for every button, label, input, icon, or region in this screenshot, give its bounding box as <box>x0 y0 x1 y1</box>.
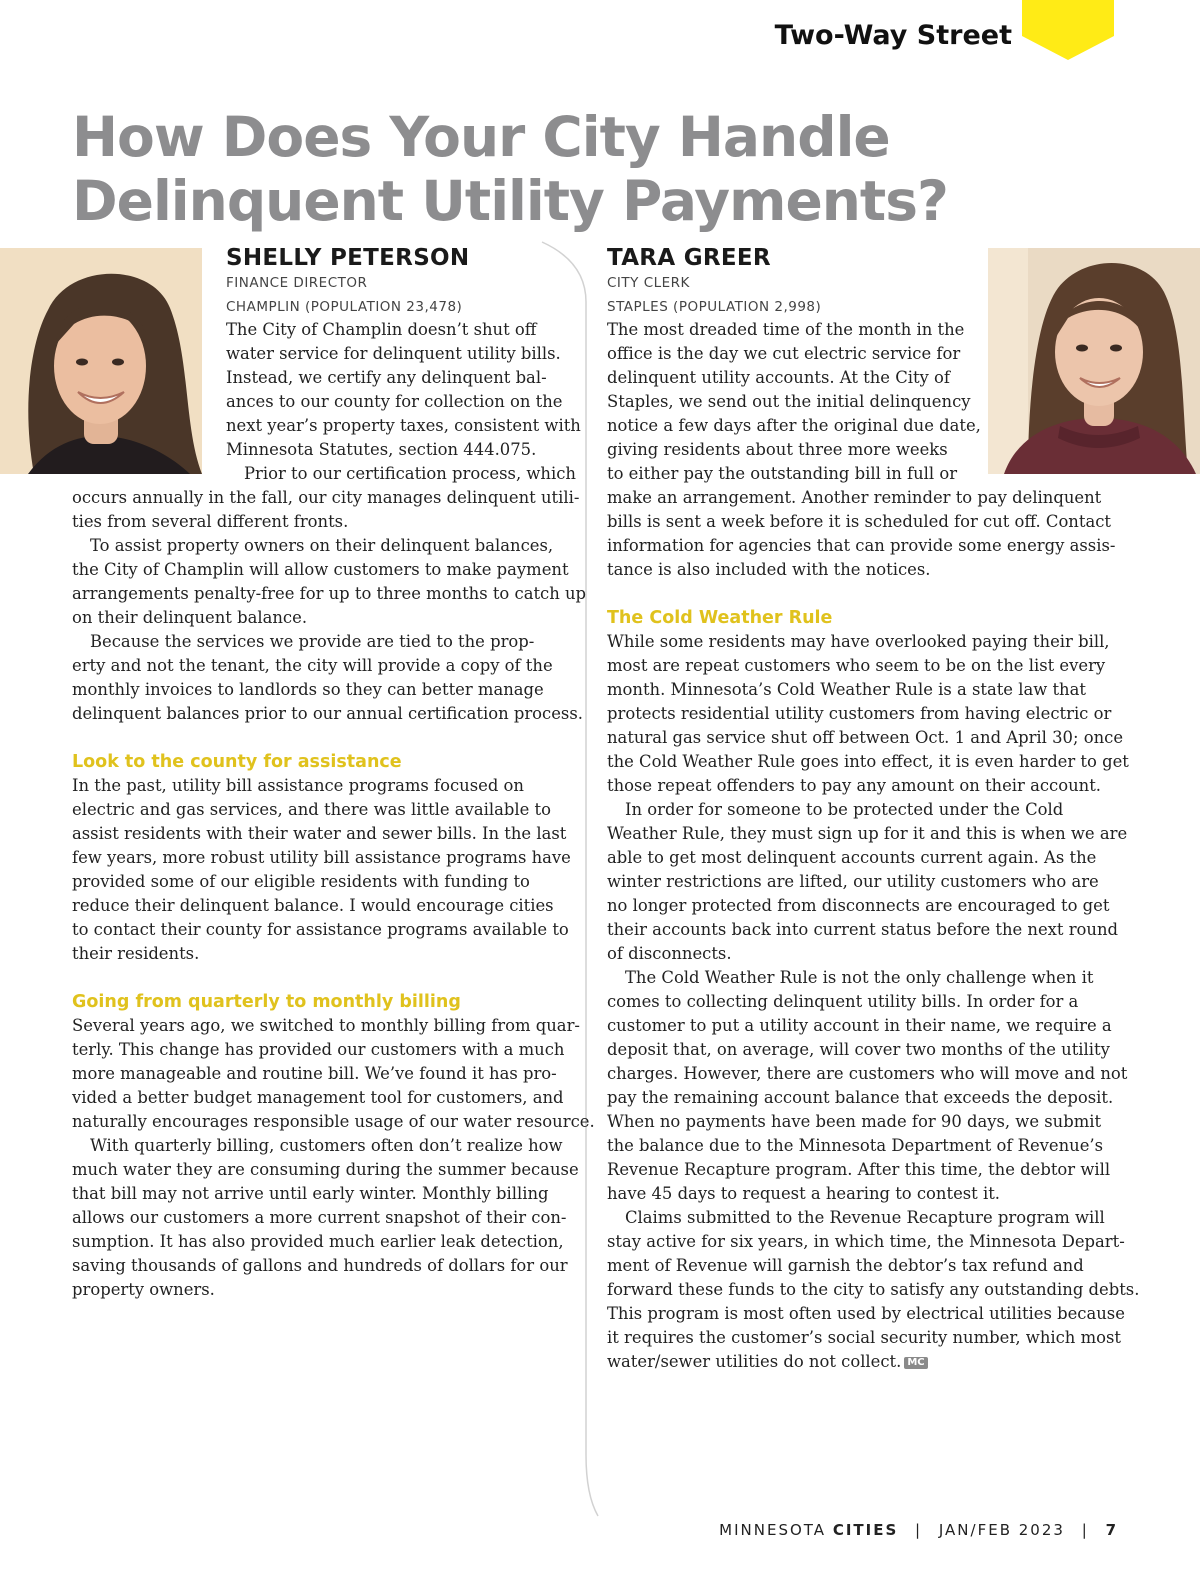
text-line-content: water/sewer utilities do not collect. <box>607 1352 902 1371</box>
yellow-tab-shape <box>1022 0 1114 62</box>
text-line: saving thousands of gallons and hundreds of dollars for our <box>72 1256 568 1275</box>
text-line: water service for delinquent utility bills. <box>226 344 561 363</box>
text-line: more manageable and routine bill. We’ve found it has pro- <box>72 1064 557 1083</box>
text-line: their accounts back into current status before the next round <box>607 920 1119 939</box>
text-line: In the past, utility bill assistance programs focused on <box>72 776 524 795</box>
author-meta-left <box>226 271 462 319</box>
page-title <box>72 105 1072 233</box>
text-line: the Cold Weather Rule goes into effect, it is even harder to get <box>607 752 1129 771</box>
end-mark-icon: MC <box>904 1357 927 1369</box>
author-location-left: CHAMPLIN (POPULATION 23,478) <box>226 299 463 315</box>
text-line: winter restrictions are lifted, our utility customers who are <box>607 872 1099 891</box>
text-line: assist residents with their water and sewer bills. In the last <box>72 824 567 843</box>
text-line: make an arrangement. Another reminder to pay delinquent <box>607 488 1102 507</box>
text-line: Claims submitted to the Revenue Recapture program will <box>625 1208 1105 1227</box>
text-line: stay active for six years, in which time, the Minnesota Depart- <box>607 1232 1125 1251</box>
headline-line-1: How Does Your City Handle <box>72 105 890 169</box>
text-line: pay the remaining account balance that exceeds the deposit. <box>607 1088 1114 1107</box>
text-line: arrangements penalty-free for up to three months to catch up <box>72 584 587 603</box>
text-line: With quarterly billing, customers often don’t realize how <box>90 1136 563 1155</box>
page-number: 7 <box>1105 1521 1118 1539</box>
author-photo-shelly-peterson <box>0 248 202 474</box>
text-line: delinquent balances prior to our annual certification process. <box>72 704 583 723</box>
text-line: information for agencies that can provide some energy assis- <box>607 536 1116 555</box>
text-line: naturally encourages responsible usage of our water resource. <box>72 1112 595 1131</box>
text-line: allows our customers a more current snapshot of their con- <box>72 1208 567 1227</box>
text-line: forward these funds to the city to satisfy any outstanding debts. <box>607 1280 1140 1299</box>
text-line: much water they are consuming during the summer because <box>72 1160 579 1179</box>
text-line: office is the day we cut electric service for <box>607 344 961 363</box>
text-line: notice a few days after the original due date, <box>607 416 981 435</box>
text-line: able to get most delinquent accounts current again. As the <box>607 848 1097 867</box>
author-title-left: FINANCE DIRECTOR <box>226 275 368 291</box>
text-line: electric and gas services, and there was little available to <box>72 800 551 819</box>
left-body <box>72 462 595 1302</box>
text-line: ment of Revenue will garnish the debtor’s tax refund and <box>607 1256 1084 1275</box>
text-line: This program is most often used by electrical utilities because <box>607 1304 1125 1323</box>
text-line: tance is also included with the notices. <box>607 560 931 579</box>
text-line: to either pay the outstanding bill in full or <box>607 464 958 483</box>
text-line: vided a better budget management tool for customers, and <box>72 1088 564 1107</box>
text-line: the balance due to the Minnesota Department of Revenue’s <box>607 1136 1104 1155</box>
text-line: provided some of our eligible residents with funding to <box>72 872 530 891</box>
section-heading: Going from quarterly to monthly billing <box>72 992 461 1012</box>
text-line: to contact their county for assistance programs available to <box>72 920 569 939</box>
text-line: ties from several different fronts. <box>72 512 349 531</box>
text-line: those repeat offenders to pay any amount on their account. <box>607 776 1102 795</box>
text-line: ances to our county for collection on the <box>226 392 563 411</box>
text-line: Instead, we certify any delinquent bal- <box>226 368 547 387</box>
section-heading: The Cold Weather Rule <box>607 608 833 628</box>
text-line: erty and not the tenant, the city will provide a copy of the <box>72 656 553 675</box>
text-line: Because the services we provide are tied to the prop- <box>90 632 535 651</box>
text-line: have 45 days to request a hearing to contest it. <box>607 1184 1001 1203</box>
author-name-left: SHELLY PETERSON <box>226 245 470 271</box>
text-line: the City of Champlin will allow customers to make payment <box>72 560 569 579</box>
text-line: To assist property owners on their delinquent balances, <box>90 536 554 555</box>
author-title-right: CITY CLERK <box>607 275 690 291</box>
text-line: protects residential utility customers from having electric or <box>607 704 1112 723</box>
publication-name-prefix: MINNESOTA <box>719 1521 827 1539</box>
text-line: month. Minnesota’s Cold Weather Rule is a state law that <box>607 680 1086 699</box>
text-line: bills is sent a week before it is scheduled for cut off. Contact <box>607 512 1111 531</box>
text-line: reduce their delinquent balance. I would encourage cities <box>72 896 554 915</box>
text-line: their residents. <box>72 944 200 963</box>
text-line: occurs annually in the fall, our city manages delinquent utili- <box>72 488 580 507</box>
text-line: Several years ago, we switched to monthly billing from quar- <box>72 1016 580 1035</box>
text-line: that bill may not arrive until early winter. Monthly billing <box>72 1184 549 1203</box>
text-line: it requires the customer’s social security number, which most <box>607 1328 1121 1347</box>
text-line: charges. However, there are customers who will move and not <box>607 1064 1128 1083</box>
text-line: Prior to our certification process, which <box>244 464 576 483</box>
text-line: no longer protected from disconnects are encouraged to get <box>607 896 1110 915</box>
text-line: Staples, we send out the initial delinquency <box>607 392 971 411</box>
text-line: When no payments have been made for 90 days, we submit <box>607 1112 1102 1131</box>
text-line: The Cold Weather Rule is not the only challenge when it <box>625 968 1094 987</box>
text-line: on their delinquent balance. <box>72 608 308 627</box>
text-line: natural gas service shut off between Oct. 1 and April 30; once <box>607 728 1124 747</box>
headline-line-2: Delinquent Utility Payments? <box>72 169 948 233</box>
text-line: next year’s property taxes, consistent with <box>226 416 581 435</box>
text-line: delinquent utility accounts. At the City of <box>607 368 950 387</box>
text-line <box>607 1350 1127 1374</box>
text-line: The most dreaded time of the month in the <box>607 320 965 339</box>
text-line: comes to collecting delinquent utility bills. In order for a <box>607 992 1079 1011</box>
text-line: Revenue Recapture program. After this time, the debtor will <box>607 1160 1111 1179</box>
footer-separator: | <box>1081 1521 1089 1539</box>
text-line: giving residents about three more weeks <box>607 440 948 459</box>
text-line: The City of Champlin doesn’t shut off <box>226 320 537 339</box>
text-line: Weather Rule, they must sign up for it and this is when we are <box>607 824 1128 843</box>
text-line: property owners. <box>72 1280 215 1299</box>
section-heading: Look to the county for assistance <box>72 752 402 772</box>
text-line: customer to put a utility account in their name, we require a <box>607 1016 1112 1035</box>
section-label: Two-Way Street <box>774 20 1012 51</box>
left-intro-paragraph <box>226 318 581 462</box>
author-name-right: TARA GREER <box>607 245 771 271</box>
text-line: deposit that, on average, will cover two months of the utility <box>607 1040 1110 1059</box>
right-body <box>607 318 1140 1374</box>
text-line: most are repeat customers who seem to be on the list every <box>607 656 1106 675</box>
issue-date: JAN/FEB 2023 <box>938 1521 1065 1539</box>
publication-name-bold: CITIES <box>832 1521 899 1539</box>
footer-separator: | <box>915 1521 923 1539</box>
text-line: monthly invoices to landlords so they can better manage <box>72 680 544 699</box>
text-line: few years, more robust utility bill assistance programs have <box>72 848 571 867</box>
text-line: sumption. It has also provided much earlier leak detection, <box>72 1232 564 1251</box>
text-line: While some residents may have overlooked paying their bill, <box>607 632 1110 651</box>
text-line: terly. This change has provided our customers with a much <box>72 1040 565 1059</box>
page-footer <box>600 1521 1118 1539</box>
text-line: of disconnects. <box>607 944 732 963</box>
text-line: In order for someone to be protected under the Cold <box>625 800 1064 819</box>
text-line: Minnesota Statutes, section 444.075. <box>226 440 537 459</box>
author-location-right: STAPLES (POPULATION 2,998) <box>607 299 822 315</box>
author-meta-right <box>607 271 821 319</box>
